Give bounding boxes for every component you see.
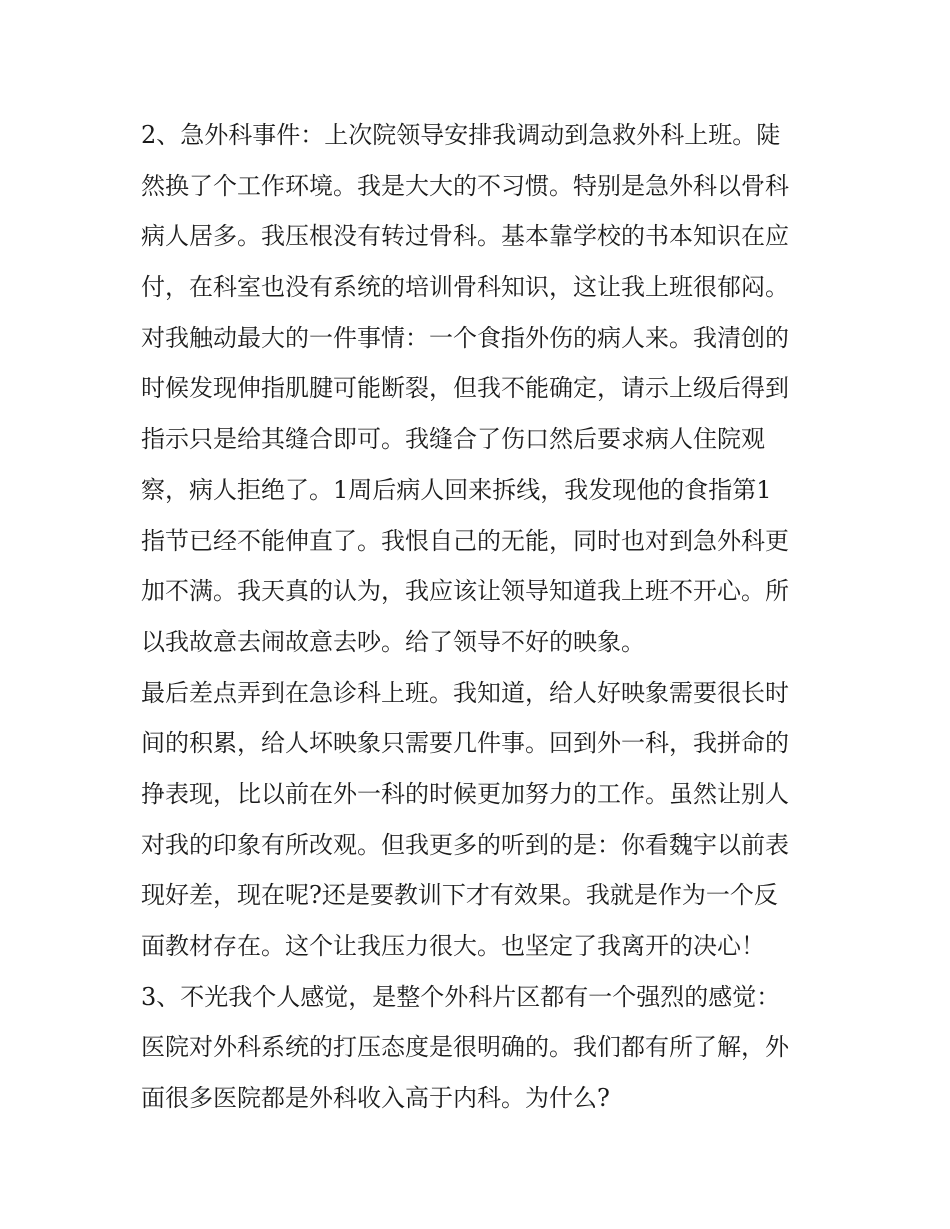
text-line: 付，在科室也没有系统的培训骨科知识，这让我上班很郁闷。 xyxy=(141,273,789,302)
text-line: 对我触动最大的一件事情：一个食指外伤的病人来。我清创的 xyxy=(141,323,789,352)
text-line: 病人居多。我压根没有转过骨科。基本靠学校的书本知识在应 xyxy=(141,222,789,251)
text-line: 加不满。我天真的认为，我应该让领导知道我上班不开心。所 xyxy=(141,577,789,606)
text-line: 然换了个工作环境。我是大大的不习惯。特别是急外科以骨科 xyxy=(141,171,789,200)
text-line: 对我的印象有所改观。但我更多的听到的是：你看魏宇以前表 xyxy=(141,830,789,859)
text-line: 3、不光我个人感觉，是整个外科片区都有一个强烈的感觉： xyxy=(141,982,781,1011)
text-line: 指节已经不能伸直了。我恨自己的无能，同时也对到急外科更 xyxy=(141,526,789,555)
text-line: 间的积累，给人坏映象只需要几件事。回到外一科，我拼命的 xyxy=(141,729,789,758)
text-line: 最后差点弄到在急诊科上班。我知道，给人好映象需要很长时 xyxy=(141,678,789,707)
text-line: 挣表现，比以前在外一科的时候更加努力的工作。虽然让别人 xyxy=(141,779,789,808)
text-line: 面很多医院都是外科收入高于内科。为什么? xyxy=(141,1084,610,1113)
text-line: 以我故意去闹故意去吵。给了领导不好的映象。 xyxy=(141,627,645,656)
text-line: 2、急外科事件：上次院领导安排我调动到急救外科上班。陡 xyxy=(141,121,781,149)
text-line: 察，病人拒绝了。1周后病人回来拆线，我发现他的食指第1 xyxy=(141,475,772,504)
text-line: 现好差，现在呢?还是要教训下才有效果。我就是作为一个反 xyxy=(141,881,778,910)
text-line: 医院对外科系统的打压态度是很明确的。我们都有所了解，外 xyxy=(141,1033,789,1062)
text-line: 面教材存在。这个让我压力很大。也坚定了我离开的决心！ xyxy=(141,932,765,960)
document-body xyxy=(141,110,821,1124)
text-line: 指示只是给其缝合即可。我缝合了伤口然后要求病人住院观 xyxy=(141,425,765,454)
text-line: 时候发现伸指肌腱可能断裂，但我不能确定，请示上级后得到 xyxy=(141,374,789,403)
